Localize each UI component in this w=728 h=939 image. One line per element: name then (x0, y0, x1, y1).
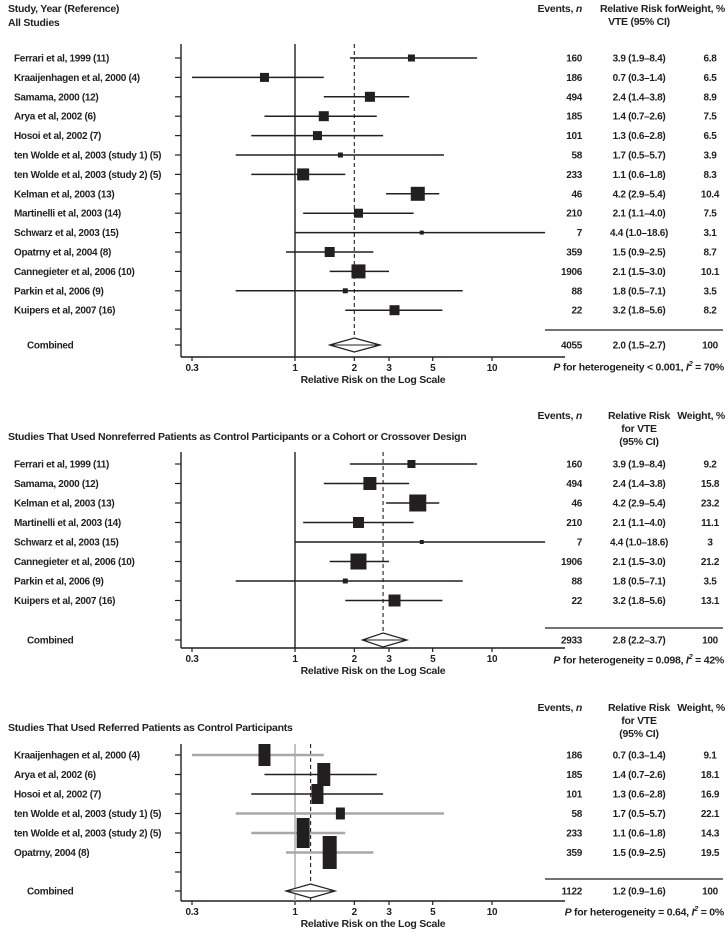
events-value: 101 (566, 131, 582, 143)
relative-risk-value: 4.2 (2.9–5.4) (612, 498, 666, 510)
point-estimate-marker (365, 92, 375, 102)
x-axis-tick-label: 1 (292, 907, 298, 918)
relative-risk-value: 2.1 (1.1–4.0) (612, 208, 666, 220)
combined-label: Combined (27, 635, 74, 647)
weight-value: 19.5 (700, 848, 720, 859)
panel2-rr-header-line3: (95% CI) (619, 436, 659, 448)
x-axis-tick-label: 2 (351, 654, 357, 665)
x-axis-tick-label: 0.3 (185, 654, 199, 665)
point-estimate-marker (297, 818, 310, 848)
point-estimate-marker (336, 808, 345, 820)
point-estimate-marker (420, 231, 424, 235)
events-header-text: Events, (537, 702, 576, 714)
heterogeneity-text: for heterogeneity < 0.001, (560, 361, 686, 374)
point-estimate-marker (420, 540, 424, 544)
study-label: Ferrari et al, 1999 (11) (14, 459, 110, 471)
weight-value: 22.1 (700, 809, 720, 820)
point-estimate-marker (411, 187, 425, 201)
events-value: 186 (566, 72, 582, 84)
heterogeneity-text: for heterogeneity = 0.098, (560, 654, 686, 667)
events-value: 7 (576, 228, 582, 240)
i-symbol: I (691, 906, 695, 919)
events-value: 233 (566, 169, 582, 181)
combined-relative-risk-value: 1.2 (0.9–1.6) (612, 886, 666, 898)
panel1-rr-header-line1: Relative Risk for (599, 3, 679, 15)
events-value: 46 (571, 498, 582, 510)
relative-risk-value: 3.2 (1.8–5.6) (612, 305, 666, 317)
panel3-x-axis-label: Relative Risk on the Log Scale (300, 918, 446, 930)
relative-risk-value: 1.1 (0.6–1.8) (612, 169, 666, 181)
point-estimate-marker (317, 763, 330, 786)
relative-risk-value: 1.4 (0.7–2.6) (612, 770, 666, 781)
combined-events-value: 1122 (561, 886, 582, 898)
weight-value: 8.3 (703, 169, 717, 181)
point-estimate-marker (350, 554, 366, 570)
study-label: Kraaijenhagen et al, 2000 (4) (14, 750, 140, 762)
relative-risk-value: 0.7 (0.3–1.4) (612, 72, 666, 84)
relative-risk-value: 2.1 (1.1–4.0) (612, 518, 666, 529)
panel2-title: Studies That Used Nonreferred Patients as Control Participants or a Cohort or Crossover Design (8, 431, 467, 443)
x-axis-tick-label: 3 (386, 654, 392, 665)
study-label: Schwarz et al, 2003 (15) (14, 537, 119, 549)
point-estimate-marker (338, 153, 343, 158)
weight-value: 14.3 (700, 828, 720, 840)
i-squared-sup: 2 (694, 904, 699, 913)
x-axis-tick-label: 3 (386, 363, 392, 374)
events-value: 46 (571, 189, 582, 201)
panel1-rr-header-line2: VTE (95% CI) (608, 16, 670, 28)
combined-weight-value: 100 (702, 886, 718, 898)
panel3-heterogeneity-note (404, 902, 724, 920)
relative-risk-value: 1.4 (0.7–2.6) (612, 111, 666, 123)
p-symbol: P (564, 906, 572, 919)
combined-label: Combined (27, 340, 74, 352)
relative-risk-value: 1.3 (0.6–2.8) (612, 789, 666, 801)
weight-value: 3 (707, 537, 713, 549)
i-symbol: I (685, 361, 689, 374)
weight-value: 6.5 (703, 131, 717, 143)
point-estimate-marker (323, 836, 337, 869)
panel1-events-header (462, 3, 582, 16)
events-value: 22 (571, 596, 582, 607)
x-axis-tick-label: 1 (292, 363, 298, 374)
study-label: Arya et al, 2002 (6) (14, 770, 96, 781)
relative-risk-value: 1.7 (0.5–5.7) (612, 150, 666, 162)
study-label: Parkin et al, 2006 (9) (14, 576, 104, 588)
panel3-rr-header-line2: for VTE (621, 715, 657, 727)
x-axis-tick-label: 5 (430, 907, 436, 918)
weight-value: 23.2 (700, 498, 720, 510)
point-estimate-marker (313, 131, 322, 140)
events-value: 1906 (560, 266, 582, 278)
x-axis-tick-label: 0.3 (185, 363, 199, 374)
point-estimate-marker (363, 477, 376, 490)
weight-value: 10.1 (700, 266, 720, 278)
panel3-rr-header-line3: (95% CI) (619, 728, 659, 740)
combined-events-value: 2933 (560, 635, 582, 647)
relative-risk-value: 2.4 (1.4–3.8) (612, 479, 666, 490)
x-axis-tick-label: 5 (430, 654, 436, 665)
relative-risk-value: 1.1 (0.6–1.8) (612, 828, 666, 840)
panel2-events-header (462, 410, 582, 423)
weight-value: 9.1 (703, 750, 717, 762)
relative-risk-value: 1.3 (0.6–2.8) (612, 131, 666, 143)
i-symbol: I (685, 654, 689, 667)
x-axis-tick-label: 1 (292, 654, 298, 665)
panel2-heterogeneity-note (404, 650, 724, 668)
study-label: ten Wolde et al, 2003 (study 1) (5) (14, 150, 162, 162)
x-axis-tick-label: 10 (486, 363, 498, 374)
panel1-heterogeneity-note (404, 357, 724, 375)
relative-risk-value: 1.8 (0.5–7.1) (612, 576, 666, 588)
weight-value: 10.4 (700, 189, 720, 201)
relative-risk-value: 3.9 (1.9–8.4) (612, 53, 666, 65)
panel1-weight-header: Weight, % (677, 3, 725, 15)
panel2-rr-header-line2: for VTE (621, 423, 657, 435)
weight-value: 13.1 (700, 596, 720, 607)
point-estimate-marker (319, 111, 329, 121)
weight-value: 6.8 (703, 53, 717, 65)
point-estimate-marker (343, 288, 348, 293)
p-symbol: P (553, 361, 561, 374)
weight-value: 8.7 (703, 247, 717, 259)
events-value: 185 (566, 770, 582, 781)
point-estimate-marker (311, 784, 323, 804)
weight-value: 7.5 (703, 111, 717, 123)
study-label: Hosoi et al, 2002 (7) (14, 789, 102, 801)
panel1-x-axis-label: Relative Risk on the Log Scale (300, 374, 446, 386)
heterogeneity-value: = 0% (698, 906, 724, 919)
point-estimate-marker (260, 73, 269, 82)
weight-value: 8.2 (703, 305, 717, 317)
point-estimate-marker (389, 595, 401, 607)
point-estimate-marker (390, 305, 400, 315)
point-estimate-marker (409, 495, 426, 512)
weight-value: 21.2 (700, 557, 720, 568)
events-header-text: Events, (537, 3, 576, 15)
point-estimate-marker (343, 579, 348, 584)
panel3-weight-header: Weight, % (677, 702, 725, 714)
x-axis-tick-label: 2 (351, 907, 357, 918)
heterogeneity-value: = 70% (692, 361, 724, 374)
combined-events-value: 4055 (560, 340, 582, 352)
relative-risk-value: 3.9 (1.9–8.4) (612, 459, 666, 471)
weight-value: 15.8 (700, 479, 720, 490)
events-value: 7 (576, 537, 582, 549)
relative-risk-value: 1.5 (0.9–2.5) (612, 848, 666, 859)
relative-risk-value: 3.2 (1.8–5.6) (612, 596, 666, 607)
study-label: Schwarz et al, 2003 (15) (14, 228, 119, 240)
events-value: 233 (566, 828, 582, 840)
events-value: 494 (566, 92, 582, 104)
events-value: 160 (566, 53, 582, 65)
heterogeneity-text: for heterogeneity = 0.64, (571, 906, 692, 919)
combined-relative-risk-value: 2.0 (1.5–2.7) (612, 340, 666, 352)
events-value: 185 (566, 111, 582, 123)
point-estimate-marker (408, 55, 415, 62)
x-axis-tick-label: 3 (386, 907, 392, 918)
relative-risk-value: 4.4 (1.0–18.6) (609, 537, 669, 549)
point-estimate-marker (353, 517, 364, 528)
weight-value: 9.2 (703, 459, 717, 471)
study-label: Opatrny et al, 2004 (8) (14, 247, 112, 259)
point-estimate-marker (407, 460, 415, 468)
heterogeneity-value: = 42% (692, 654, 724, 667)
events-value: 58 (571, 809, 582, 820)
x-axis-tick-label: 10 (486, 907, 498, 918)
events-value: 359 (566, 247, 582, 259)
study-label: Samama, 2000 (12) (14, 479, 99, 490)
events-value: 58 (571, 150, 582, 162)
x-axis-tick-label: 2 (351, 363, 357, 374)
weight-value: 3.5 (703, 576, 717, 588)
events-header-n: n (575, 410, 582, 422)
study-label: Opatrny, 2004 (8) (14, 848, 90, 859)
i-squared-sup: 2 (688, 652, 693, 661)
relative-risk-value: 4.4 (1.0–18.6) (609, 228, 669, 240)
panel3-title: Studies That Used Referred Patients as Control Participants (8, 722, 293, 734)
events-value: 160 (566, 459, 582, 471)
p-symbol: P (553, 654, 561, 667)
relative-risk-value: 2.4 (1.4–3.8) (612, 92, 666, 104)
combined-weight-value: 100 (702, 635, 718, 647)
weight-value: 18.1 (700, 770, 720, 781)
study-column-header: Study, Year (Reference) (8, 3, 120, 15)
panel1-title: All Studies (8, 17, 60, 29)
weight-value: 3.9 (703, 150, 717, 162)
point-estimate-marker (354, 209, 363, 218)
weight-value: 7.5 (703, 208, 717, 220)
relative-risk-value: 1.7 (0.5–5.7) (612, 809, 666, 820)
events-value: 210 (566, 208, 582, 220)
study-label: Martinelli et al, 2003 (14) (14, 208, 121, 220)
relative-risk-value: 1.5 (0.9–2.5) (612, 247, 666, 259)
study-label: Parkin et al, 2006 (9) (14, 286, 104, 298)
x-axis-tick-label: 5 (430, 363, 436, 374)
events-header-n: n (575, 3, 582, 15)
events-header-n: n (575, 702, 582, 714)
study-label: Kuipers et al, 2007 (16) (14, 305, 116, 317)
study-label: Kuipers et al, 2007 (16) (14, 596, 116, 607)
x-axis-tick-label: 10 (486, 654, 498, 665)
relative-risk-value: 2.1 (1.5–3.0) (612, 266, 666, 278)
point-estimate-marker (325, 247, 335, 257)
study-label: ten Wolde et al, 2003 (study 1) (5) (14, 809, 162, 820)
weight-value: 16.9 (700, 789, 720, 801)
study-label: Samama, 2000 (12) (14, 92, 99, 104)
i-squared-sup: 2 (688, 359, 693, 368)
events-value: 88 (571, 286, 582, 298)
events-value: 88 (571, 576, 582, 588)
point-estimate-marker (258, 744, 270, 766)
point-estimate-marker (297, 168, 309, 180)
weight-value: 3.5 (703, 286, 717, 298)
events-value: 210 (566, 518, 582, 529)
panel2-rr-header-line1: Relative Risk (607, 410, 671, 422)
events-value: 186 (566, 750, 582, 762)
study-label: Kelman et al, 2003 (13) (14, 189, 115, 201)
study-label: Hosoi et al, 2002 (7) (14, 131, 102, 143)
study-label: Martinelli et al, 2003 (14) (14, 518, 121, 529)
events-value: 22 (571, 305, 582, 317)
weight-value: 6.5 (703, 72, 717, 84)
study-label: Arya et al, 2002 (6) (14, 111, 96, 123)
study-label: Ferrari et al, 1999 (11) (14, 53, 110, 65)
study-label: ten Wolde et al, 2003 (study 2) (5) (14, 169, 162, 181)
x-axis-tick-label: 0.3 (185, 907, 199, 918)
combined-label: Combined (27, 886, 74, 898)
relative-risk-value: 4.2 (2.9–5.4) (612, 189, 666, 201)
combined-weight-value: 100 (702, 340, 718, 352)
events-value: 1906 (560, 557, 582, 568)
combined-relative-risk-value: 2.8 (2.2–3.7) (612, 635, 666, 647)
study-label: Cannegieter et al, 2006 (10) (14, 557, 135, 568)
events-header-text: Events, (537, 410, 576, 422)
panel2-weight-header: Weight, % (677, 410, 725, 422)
weight-value: 11.1 (701, 518, 719, 529)
relative-risk-value: 1.8 (0.5–7.1) (612, 286, 666, 298)
weight-value: 8.9 (703, 92, 717, 104)
panel3-rr-header-line1: Relative Risk (607, 702, 671, 714)
study-label: Cannegieter et al, 2006 (10) (14, 266, 135, 278)
study-label: ten Wolde et al, 2003 (study 2) (5) (14, 828, 162, 840)
events-value: 494 (566, 479, 582, 490)
relative-risk-value: 2.1 (1.5–3.0) (612, 557, 666, 568)
point-estimate-marker (351, 264, 365, 278)
panel3-events-header (462, 702, 582, 715)
relative-risk-value: 0.7 (0.3–1.4) (612, 750, 666, 762)
events-value: 101 (566, 789, 582, 801)
weight-value: 3.1 (703, 228, 717, 240)
events-value: 359 (566, 848, 582, 859)
study-label: Kraaijenhagen et al, 2000 (4) (14, 72, 140, 84)
study-label: Kelman et al, 2003 (13) (14, 498, 115, 510)
panel2-x-axis-label: Relative Risk on the Log Scale (300, 665, 446, 677)
